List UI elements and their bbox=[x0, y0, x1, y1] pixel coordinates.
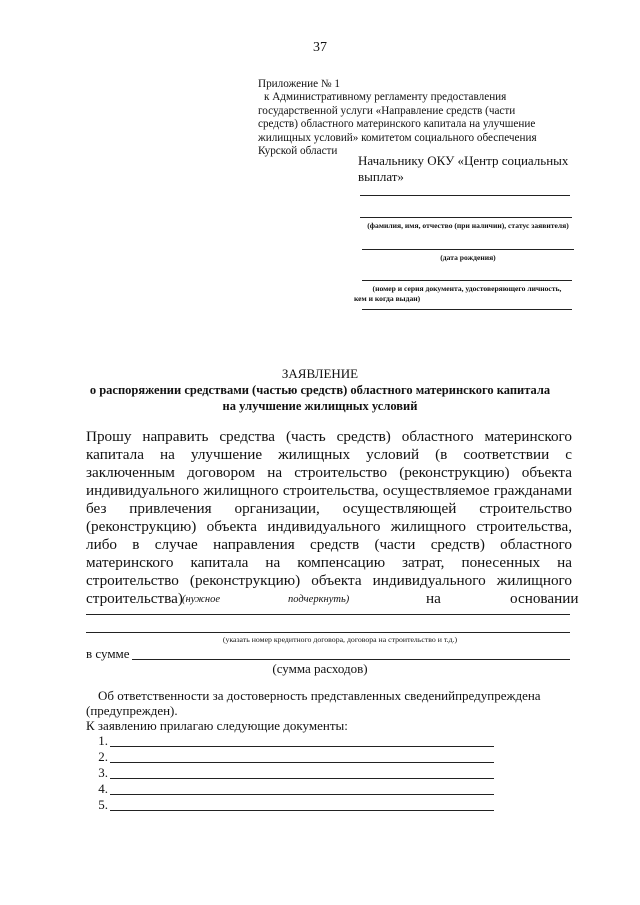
body-last-line bbox=[86, 590, 579, 608]
body-line: строительство (реконструкцию) объекта индивидуального жилищного bbox=[86, 572, 572, 589]
responsibility-line-1: Об ответственности за достоверность представленных сведенийпредупреждена bbox=[98, 688, 541, 703]
body-last-na: на bbox=[426, 590, 441, 607]
sum-label: в сумме bbox=[86, 646, 130, 661]
body-line: капитала на улучшение жилищных условий (в соответствии с bbox=[86, 446, 572, 463]
attachment-line[interactable] bbox=[110, 778, 494, 779]
document-subtitle-1: о распоряжении средствами (частью средств) областного материнского капитала bbox=[89, 383, 551, 397]
body-line: (реконструкцию) объекта индивидуального жилищного строительства, bbox=[86, 518, 572, 535]
note-needed: (нужное bbox=[182, 594, 220, 605]
document-title: ЗАЯВЛЕНИЕ bbox=[281, 366, 359, 381]
doc-caption-2: кем и когда выдан) bbox=[354, 294, 421, 303]
sum-caption: (сумма расходов) bbox=[272, 661, 368, 676]
attachment-number: 1. bbox=[98, 733, 108, 748]
body-last-end: основании bbox=[510, 590, 579, 607]
addressee-block bbox=[358, 153, 578, 185]
applicant-line[interactable] bbox=[360, 195, 570, 196]
identity-doc-line-2[interactable] bbox=[362, 309, 572, 310]
body-last-start: строительства) bbox=[86, 590, 183, 607]
body-line: индивидуального жилищного строительства, осуществляемое гражданами bbox=[86, 482, 572, 499]
attachment-number: 5. bbox=[98, 797, 108, 812]
responsibility-line-2: (предупрежден). bbox=[86, 703, 178, 718]
attachment-number: 2. bbox=[98, 749, 108, 764]
attachment-number: 4. bbox=[98, 781, 108, 796]
basis-caption: (указать номер кредитного договора, договора на строительство и т.д.) bbox=[222, 635, 458, 644]
doc-caption-1: (номер и серия документа, удостоверяющего личность, bbox=[372, 284, 562, 293]
attachment-line[interactable] bbox=[110, 762, 494, 763]
addressee-line: выплат» bbox=[358, 169, 404, 184]
appendix-block bbox=[258, 78, 578, 158]
body-paragraph bbox=[86, 428, 572, 590]
attachment-line[interactable] bbox=[110, 746, 494, 747]
body-line: либо в случае направления средств (части средств) областного bbox=[86, 536, 572, 553]
attachment-number: 3. bbox=[98, 765, 108, 780]
addressee-line: Начальнику ОКУ «Центр социальных bbox=[358, 153, 569, 168]
name-caption: (фамилия, имя, отчество (при наличии), статус заявителя) bbox=[367, 221, 569, 230]
appendix-line: Курской области bbox=[258, 145, 338, 158]
page-number: 37 bbox=[313, 40, 327, 55]
basis-line-1[interactable] bbox=[86, 614, 570, 615]
body-line: без привлечения организации, осуществляющей строительство bbox=[86, 500, 572, 517]
body-line: материнского капитала на компенсацию затрат, понесенных на bbox=[86, 554, 572, 571]
birth-caption: (дата рождения) bbox=[440, 253, 496, 262]
appendix-line: Приложение № 1 bbox=[258, 78, 340, 90]
attachment-line[interactable] bbox=[110, 810, 494, 811]
attachment-line[interactable] bbox=[110, 794, 494, 795]
attachments-label: К заявлению прилагаю следующие документы: bbox=[86, 718, 348, 733]
appendix-line: государственной услуги «Направление средств (части bbox=[258, 104, 516, 117]
appendix-line: средств) областного материнского капитала на улучшение bbox=[258, 118, 536, 131]
note-underline: подчеркнуть) bbox=[288, 594, 350, 605]
identity-doc-line[interactable] bbox=[362, 280, 572, 281]
sum-line[interactable] bbox=[132, 659, 570, 660]
document-subtitle-2: на улучшение жилищных условий bbox=[222, 399, 418, 413]
applicant-name-line[interactable] bbox=[360, 217, 572, 218]
body-line: заключенным договором на строительство (реконструкцию) объекта bbox=[86, 464, 572, 481]
body-line: Прошу направить средства (часть средств) областного материнского bbox=[86, 428, 572, 445]
appendix-line: к Административному регламенту предоставления bbox=[264, 91, 507, 104]
birth-date-line[interactable] bbox=[362, 249, 574, 250]
basis-line-2[interactable] bbox=[86, 632, 570, 633]
appendix-line: жилищных условий» комитетом социального обеспечения bbox=[258, 131, 537, 144]
